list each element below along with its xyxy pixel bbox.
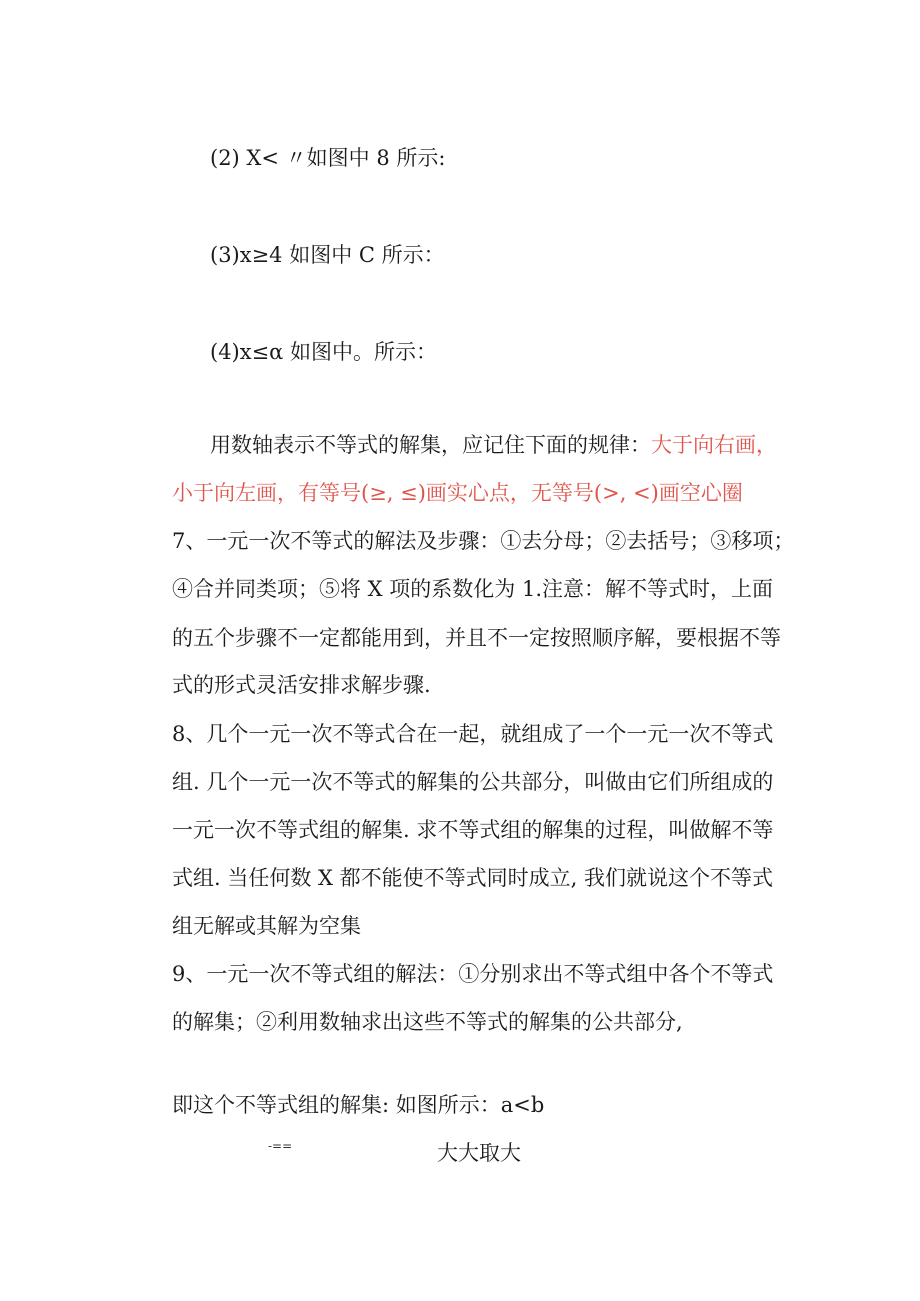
section7-line-3: 的五个步骤不一定都能用到，并且不一定按照顺序解，要根据不等 — [172, 626, 781, 650]
figure-mark: -== — [268, 1139, 293, 1153]
section8-line-5: 组无解或其解为空集 — [172, 914, 361, 938]
figure-caption: 大大取大 — [437, 1141, 521, 1165]
item-3: (3)x≥4 如图中 C 所示： — [210, 243, 445, 267]
conclusion: 即这个不等式组的解集: 如图所示：a<b — [172, 1093, 545, 1117]
item-2: (2) X< 〃如图中 8 所示: — [210, 146, 446, 170]
rule-red-part-1: 大于向右画， — [651, 433, 777, 457]
section8-line-2: 组. 几个一元一次不等式的解集的公共部分，叫做由它们所组成的 — [172, 770, 774, 794]
section7-line-4: 式的形式灵活安排求解步骤. — [172, 673, 431, 697]
section7-line-2: ④合并同类项；⑤将 X 项的系数化为 1.注意：解不等式时，上面 — [172, 577, 774, 601]
section8-line-3: 一元一次不等式组的解集. 求不等式组的解集的过程，叫做解不等 — [172, 818, 774, 842]
rule-intro: 用数轴表示不等式的解集，应记住下面的规律： — [210, 433, 651, 457]
section8-line-4: 式组. 当任何数 X 都不能使不等式同时成立, 我们就说这个不等式 — [172, 866, 773, 890]
section9-line-2: 的解集；②利用数轴求出这些不等式的解集的公共部分, — [172, 1010, 683, 1034]
section7-line-1: 7、一元一次不等式的解法及步骤：①去分母；②去括号；③移项； — [172, 529, 795, 553]
item-4: (4)x≤α 如图中。所示： — [210, 340, 438, 364]
rule-red-part-2: 小于向左画，有等号(≥, ≤)画实心点，无等号(>, <)画空心圈 — [172, 481, 743, 505]
section9-line-1: 9、一元一次不等式组的解法：①分别求出不等式组中各个不等式 — [172, 962, 774, 986]
rule-line-1 — [210, 430, 777, 460]
section8-line-1: 8、几个一元一次不等式合在一起，就组成了一个一元一次不等式 — [172, 722, 774, 746]
